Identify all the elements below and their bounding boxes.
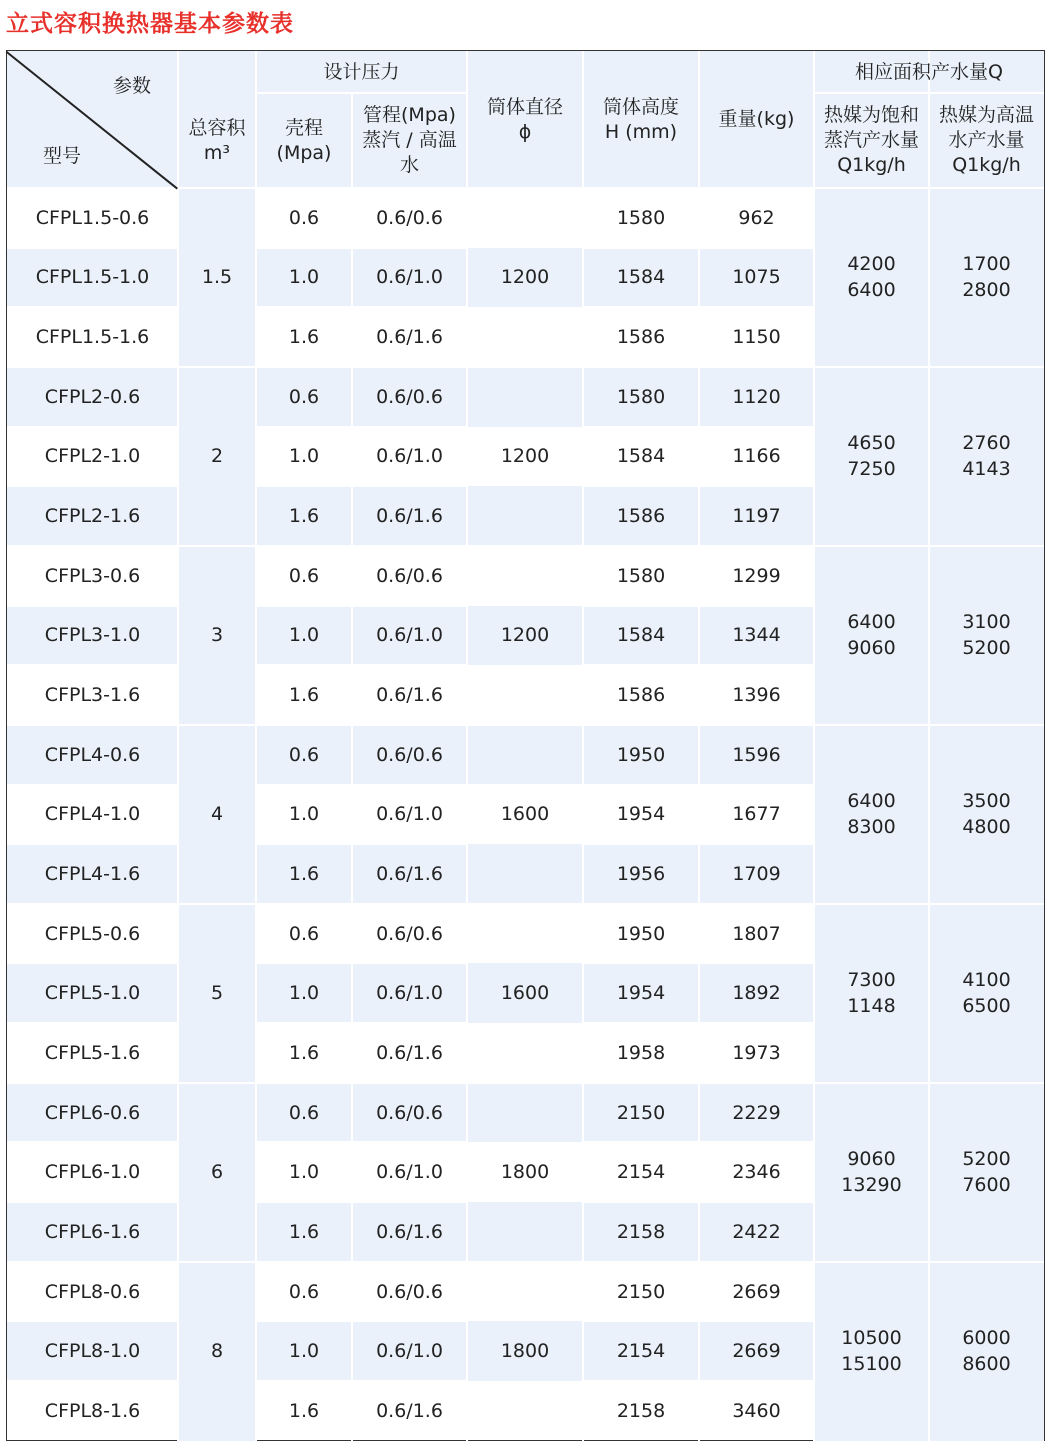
height-cell: 1956 bbox=[616, 862, 666, 885]
height-cell: 1950 bbox=[616, 743, 666, 766]
model-cell: CFPL6-1.6 bbox=[44, 1220, 141, 1243]
tube-pressure-cell: 0.6/1.0 bbox=[376, 803, 443, 826]
q-water-cell: 6000 8600 bbox=[962, 1327, 1011, 1376]
parameter-table bbox=[6, 50, 1045, 1441]
height-cell: 1580 bbox=[616, 206, 666, 229]
volume-cell: 8 bbox=[210, 1340, 224, 1363]
weight-cell: 1396 bbox=[732, 684, 781, 706]
height-cell: 1958 bbox=[616, 1041, 666, 1064]
model-cell: CFPL4-1.6 bbox=[44, 862, 141, 885]
model-cell: CFPL1.5-0.6 bbox=[35, 206, 150, 229]
height-cell: 1954 bbox=[616, 803, 666, 826]
model-cell: CFPL4-0.6 bbox=[44, 743, 141, 766]
shell-pressure-cell: 1.6 bbox=[288, 1041, 320, 1064]
height-cell: 2154 bbox=[616, 1161, 666, 1184]
volume-cell: 5 bbox=[210, 982, 224, 1005]
shell-pressure-cell: 1.0 bbox=[288, 803, 320, 826]
height-cell: 1586 bbox=[616, 505, 666, 528]
shell-pressure-cell: 1.0 bbox=[288, 624, 320, 647]
shell-pressure-cell: 1.0 bbox=[288, 1161, 320, 1184]
q-water-cell: 2760 4143 bbox=[962, 432, 1011, 481]
model-cell: CFPL8-1.0 bbox=[44, 1340, 141, 1363]
header-params: 参数 bbox=[112, 74, 151, 97]
diameter-cell: 1600 bbox=[500, 803, 550, 826]
model-cell: CFPL3-1.6 bbox=[44, 684, 141, 706]
weight-cell: 1677 bbox=[732, 803, 781, 826]
model-cell: CFPL6-1.0 bbox=[44, 1161, 141, 1184]
weight-cell: 2422 bbox=[732, 1220, 781, 1243]
shell-pressure-cell: 1.6 bbox=[288, 1220, 320, 1243]
height-cell: 2158 bbox=[616, 1220, 666, 1243]
q-steam-cell: 6400 9060 bbox=[847, 611, 896, 660]
shell-pressure-cell: 1.6 bbox=[288, 326, 320, 349]
diameter-cell: 1200 bbox=[500, 624, 550, 647]
model-cell: CFPL4-1.0 bbox=[44, 803, 141, 826]
weight-cell: 1197 bbox=[732, 505, 781, 528]
tube-pressure-cell: 0.6/1.0 bbox=[376, 445, 443, 468]
tube-pressure-cell: 0.6/1.6 bbox=[376, 1041, 443, 1064]
tube-pressure-cell: 0.6/0.6 bbox=[376, 743, 443, 766]
tube-pressure-cell: 0.6/0.6 bbox=[376, 1101, 443, 1124]
tube-pressure-cell: 0.6/1.0 bbox=[376, 982, 443, 1005]
tube-pressure-cell: 0.6/1.0 bbox=[376, 1161, 443, 1184]
shell-pressure-cell: 0.6 bbox=[288, 743, 320, 766]
shell-pressure-cell: 1.6 bbox=[288, 684, 320, 706]
volume-cell: 2 bbox=[210, 445, 224, 468]
tube-pressure-cell: 0.6/1.6 bbox=[376, 862, 443, 885]
volume-cell: 1.5 bbox=[201, 266, 233, 289]
diameter-cell: 1800 bbox=[500, 1161, 550, 1184]
diameter-cell: 1800 bbox=[500, 1340, 550, 1363]
model-cell: CFPL5-0.6 bbox=[44, 922, 141, 945]
tube-pressure-cell: 0.6/0.6 bbox=[376, 385, 443, 408]
tube-pressure-cell: 0.6/1.0 bbox=[376, 1340, 443, 1363]
weight-cell: 1120 bbox=[732, 385, 781, 408]
weight-cell: 1596 bbox=[732, 743, 781, 766]
weight-cell: 1150 bbox=[732, 326, 781, 349]
model-cell: CFPL2-0.6 bbox=[44, 385, 141, 408]
model-cell: CFPL1.5-1.6 bbox=[35, 326, 150, 349]
model-cell: CFPL1.5-1.0 bbox=[35, 266, 150, 289]
tube-pressure-cell: 0.6/1.6 bbox=[376, 1399, 443, 1422]
q-steam-cell: 10500 15100 bbox=[841, 1327, 902, 1376]
volume-cell: 6 bbox=[210, 1161, 224, 1184]
model-cell: CFPL2-1.0 bbox=[44, 445, 141, 468]
shell-pressure-cell: 0.6 bbox=[288, 1101, 320, 1124]
header-weight: 重量(kg) bbox=[718, 108, 795, 130]
model-cell: CFPL8-1.6 bbox=[44, 1399, 141, 1422]
height-cell: 1580 bbox=[616, 385, 666, 408]
tube-pressure-cell: 0.6/0.6 bbox=[376, 564, 443, 587]
q-steam-cell: 7300 1148 bbox=[847, 969, 896, 1018]
height-cell: 1950 bbox=[616, 922, 666, 945]
header-model: 型号 bbox=[42, 144, 81, 167]
q-steam-cell: 9060 13290 bbox=[841, 1148, 902, 1197]
diameter-cell: 1200 bbox=[500, 266, 550, 289]
header-q-water: 热媒为高温 水产水量 Q1kg/h bbox=[938, 104, 1034, 176]
weight-cell: 1299 bbox=[732, 564, 781, 587]
height-cell: 1954 bbox=[616, 982, 666, 1005]
weight-cell: 2229 bbox=[732, 1101, 781, 1124]
weight-cell: 1166 bbox=[732, 445, 781, 468]
header-tube: 管程(Mpa) 蒸汽 / 高温 水 bbox=[362, 104, 457, 176]
height-cell: 2158 bbox=[616, 1399, 666, 1422]
weight-cell: 2669 bbox=[732, 1340, 781, 1363]
height-cell: 2150 bbox=[616, 1280, 666, 1303]
weight-cell: 962 bbox=[738, 206, 775, 229]
height-cell: 2150 bbox=[616, 1101, 666, 1124]
weight-cell: 1892 bbox=[732, 982, 781, 1005]
shell-pressure-cell: 0.6 bbox=[288, 564, 320, 587]
weight-cell: 3460 bbox=[732, 1399, 781, 1422]
tube-pressure-cell: 0.6/1.0 bbox=[376, 266, 443, 289]
header-volume: 总容积 m³ bbox=[188, 116, 246, 164]
tube-pressure-cell: 0.6/0.6 bbox=[376, 1280, 443, 1303]
weight-cell: 1807 bbox=[732, 922, 781, 945]
height-cell: 1586 bbox=[616, 326, 666, 349]
tube-pressure-cell: 0.6/1.0 bbox=[376, 624, 443, 647]
page-title: 立式容积换热器基本参数表 bbox=[6, 11, 294, 37]
volume-cell: 4 bbox=[210, 803, 224, 826]
height-cell: 2154 bbox=[616, 1340, 666, 1363]
model-cell: CFPL3-0.6 bbox=[44, 564, 141, 587]
q-steam-cell: 4650 7250 bbox=[847, 432, 896, 481]
diameter-cell: 1600 bbox=[500, 982, 550, 1005]
tube-pressure-cell: 0.6/1.6 bbox=[376, 1220, 443, 1243]
weight-cell: 2669 bbox=[732, 1280, 781, 1303]
tube-pressure-cell: 0.6/0.6 bbox=[376, 922, 443, 945]
q-steam-cell: 4200 6400 bbox=[847, 253, 896, 302]
q-water-cell: 3100 5200 bbox=[962, 611, 1011, 660]
weight-cell: 1709 bbox=[732, 862, 781, 885]
header-shell: 壳程 (Mpa) bbox=[276, 116, 332, 164]
tube-pressure-cell: 0.6/1.6 bbox=[376, 326, 443, 349]
model-cell: CFPL2-1.6 bbox=[44, 505, 141, 528]
q-water-cell: 1700 2800 bbox=[962, 253, 1011, 302]
shell-pressure-cell: 1.0 bbox=[288, 445, 320, 468]
height-cell: 1584 bbox=[616, 266, 666, 289]
header-diameter: 筒体直径 ϕ bbox=[486, 95, 563, 143]
model-cell: CFPL5-1.6 bbox=[44, 1041, 141, 1064]
header-design-pressure: 设计压力 bbox=[323, 60, 400, 83]
volume-cell: 3 bbox=[210, 624, 224, 647]
shell-pressure-cell: 1.0 bbox=[288, 982, 320, 1005]
model-cell: CFPL5-1.0 bbox=[44, 982, 141, 1005]
tube-pressure-cell: 0.6/1.6 bbox=[376, 684, 443, 706]
height-cell: 1584 bbox=[616, 624, 666, 647]
height-cell: 1580 bbox=[616, 564, 666, 587]
model-cell: CFPL3-1.0 bbox=[44, 624, 141, 647]
header-capacity: 相应面积产水量Q bbox=[855, 60, 1003, 83]
tube-pressure-cell: 0.6/1.6 bbox=[376, 505, 443, 528]
q-water-cell: 5200 7600 bbox=[962, 1148, 1011, 1197]
shell-pressure-cell: 1.6 bbox=[288, 1399, 320, 1422]
weight-cell: 1075 bbox=[732, 266, 781, 289]
tube-pressure-cell: 0.6/0.6 bbox=[376, 206, 443, 229]
shell-pressure-cell: 0.6 bbox=[288, 922, 320, 945]
header-height: 筒体高度 H (mm) bbox=[602, 95, 679, 143]
shell-pressure-cell: 0.6 bbox=[288, 385, 320, 408]
weight-cell: 1344 bbox=[732, 624, 781, 647]
shell-pressure-cell: 1.6 bbox=[288, 505, 320, 528]
model-cell: CFPL6-0.6 bbox=[44, 1101, 141, 1124]
shell-pressure-cell: 1.0 bbox=[288, 266, 320, 289]
diameter-cell: 1200 bbox=[500, 445, 550, 468]
shell-pressure-cell: 0.6 bbox=[288, 206, 320, 229]
q-water-cell: 4100 6500 bbox=[962, 969, 1011, 1018]
q-water-cell: 3500 4800 bbox=[962, 790, 1011, 839]
weight-cell: 2346 bbox=[732, 1161, 781, 1184]
header-q-steam: 热媒为饱和 蒸汽产水量 Q1kg/h bbox=[823, 104, 919, 176]
shell-pressure-cell: 1.6 bbox=[288, 862, 320, 885]
shell-pressure-cell: 1.0 bbox=[288, 1340, 320, 1363]
height-cell: 1584 bbox=[616, 445, 666, 468]
shell-pressure-cell: 0.6 bbox=[288, 1280, 320, 1303]
q-steam-cell: 6400 8300 bbox=[847, 790, 896, 839]
height-cell: 1586 bbox=[616, 684, 666, 706]
weight-cell: 1973 bbox=[732, 1041, 781, 1064]
model-cell: CFPL8-0.6 bbox=[44, 1280, 141, 1303]
